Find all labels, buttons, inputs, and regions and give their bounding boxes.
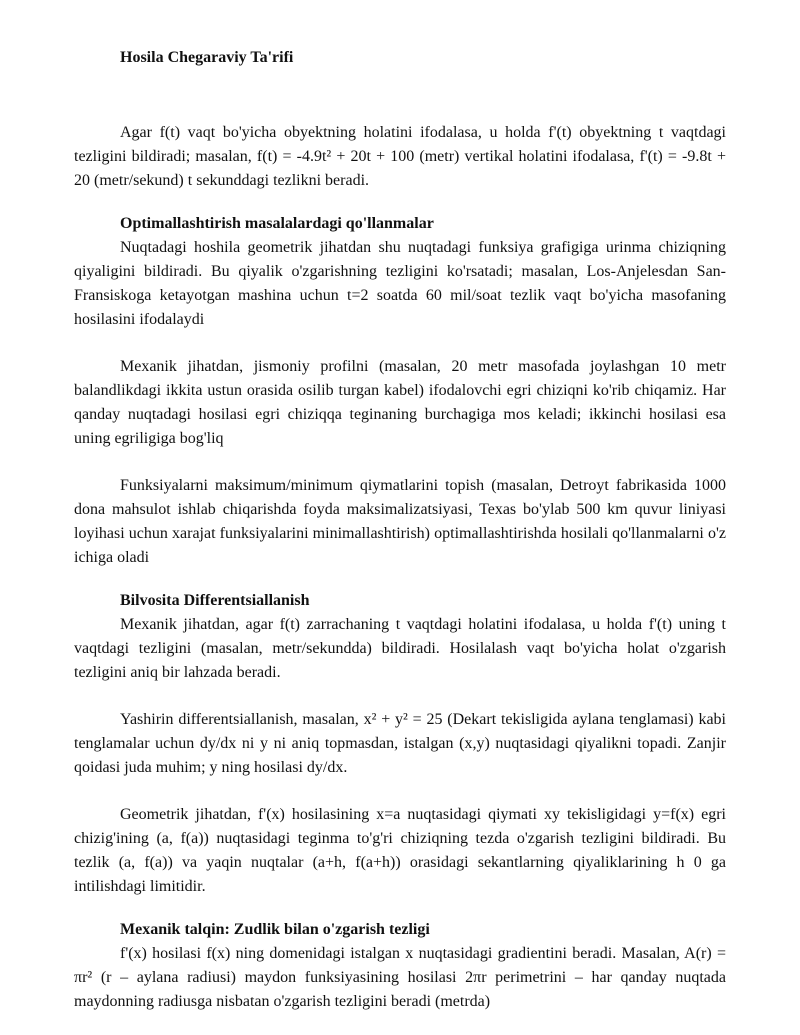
- section-heading-mechanical-interpretation: Mexanik talqin: Zudlik bilan o'zgarish tezligi: [120, 921, 430, 938]
- document-title: Hosila Chegaraviy Ta'rifi: [120, 49, 294, 66]
- section-heading-optimization: Optimallashtirish masalalardagi qo'llanmalar: [120, 215, 434, 232]
- paragraph: Nuqtadagi hoshila geometrik jihatdan shu nuqtadagi funksiya grafigiga urinma chiziqning qiyaligini bildiradi. Bu qiyalik o'zgarishning tezligini ko'rsatadi; masalan, Los-Anjelesdan San-Fransiskoga ketayotgan mashina uchun t=2 soatda 60 mil/soat tezlik vaqt bo'yicha masofaning hosilasini ifodalaydi: [74, 239, 726, 328]
- paragraph: f'(x) hosilasi f(x) ning domenidagi istalgan x nuqtasidagi gradientini beradi. Masalan, A(r) = πr² (r – aylana radiusi) maydon funksiyasining hosilasi 2πr perimetrini – har qanday nuqtada maydonning radiusga nisbatan o'zgarish tezligini beradi (metrda): [74, 945, 726, 1010]
- paragraph: Mexanik jihatdan, jismoniy profilni (masalan, 20 metr masofada joylashgan 10 metr balandlikdagi ikkita ustun orasida osilib turgan kabel) ifodalovchi egri chiziqni ko'rib chiqamiz. Har qanday nuqtadagi hosilasi egri chiziqqa teginaning burchagiga mos keladi; ikkinchi hosilasi esa uning egriligiga bog'liq: [74, 358, 726, 447]
- section-heading-implicit-differentiation: Bilvosita Differentsiallanish: [120, 592, 310, 609]
- paragraph: Funksiyalarni maksimum/minimum qiymatlarini topish (masalan, Detroyt fabrikasida 1000 dona mahsulot ishlab chiqarishda foyda maksimalizatsiyasi, Texas bo'ylab 500 km quvur liniyasi loyihasi uchun xarajat funksiyalarini minimallashtirish) optimallashtirishda hosilali qo'llanmalarni o'z ichiga oladi: [74, 477, 726, 566]
- paragraph: Geometrik jihatdan, f'(x) hosilasining x=a nuqtasidagi qiymati xy tekisligidagi y=f(x) egri chizig'ining (a, f(a)) nuqtasidagi teginma to'g'ri chiziqning tezda o'zgarish tezligini bildiradi. Bu tezlik (a, f(a)) va yaqin nuqtalar (a+h, f(a+h)) orasidagi sekantlarning qiyaliklarining h 0 ga intilishdagi limitidir.: [74, 806, 726, 895]
- paragraph: Mexanik jihatdan, agar f(t) zarrachaning t vaqtdagi holatini ifodalasa, u holda f'(t) uning t vaqtdagi tezligini (masalan, metr/sekundda) bildiradi. Hosilalash vaqt bo'yicha holat o'zgarish tezligini aniq bir lahzada beradi.: [74, 616, 726, 681]
- document-page: [74, 46, 726, 1014]
- paragraph: Yashirin differentsiallanish, masalan, x² + y² = 25 (Dekart tekisligida aylana tenglamasi) kabi tenglamalar uchun dy/dx ni y ni aniq topmasdan, istalgan (x,y) nuqtasidagi qiyalikni topadi. Zanjir qoidasi juda muhim; y ning hosilasi dy/dx.: [74, 711, 726, 776]
- intro-paragraph: Agar f(t) vaqt bo'yicha obyektning holatini ifodalasa, u holda f'(t) obyektning t vaqtdagi tezligini bildiradi; masalan, f(t) = -4.9t² + 20t + 100 (metr) vertikal holatini ifodalasa, f'(t) = -9.8t + 20 (metr/sekund) t sekunddagi tezlikni beradi.: [74, 124, 726, 189]
